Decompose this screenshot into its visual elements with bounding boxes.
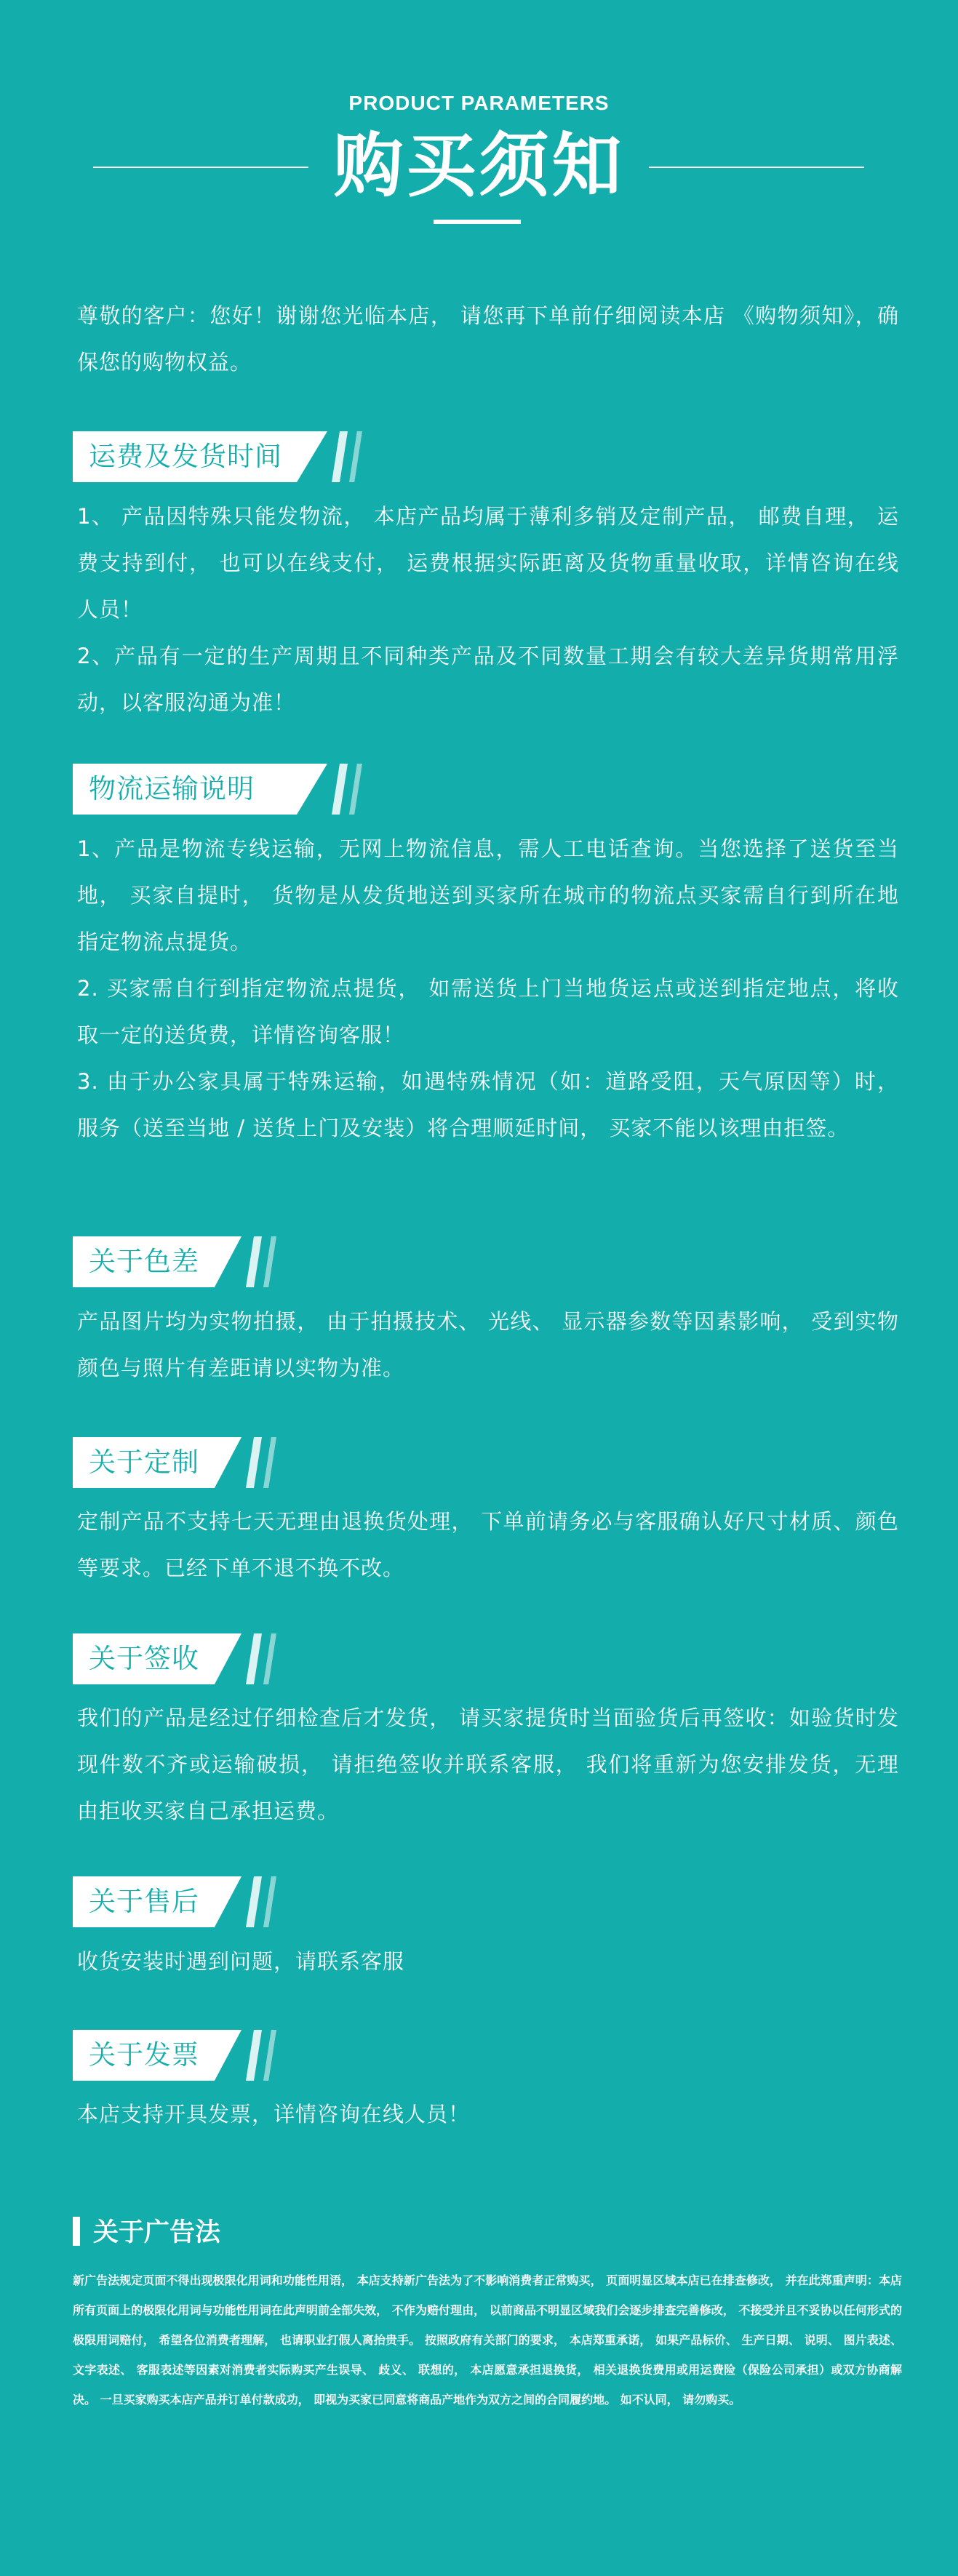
section-title-shipping: 运费及发货时间 xyxy=(89,441,282,472)
logistics-line-1: 1、产品是物流专线运输，无网上物流信息，需人工电话查询。当您选择了送货至当地， 买家自提时， 货物是从发货地送到买家所在城市的物流点买家需自行到所在地指定物流点提货。 xyxy=(77,836,899,954)
section-body-shipping xyxy=(77,493,899,726)
section-title-logistics: 物流运输说明 xyxy=(89,773,255,804)
section-body-logistics xyxy=(77,825,899,1151)
ad-law-heading xyxy=(73,2217,220,2249)
section-title-invoice: 关于发票 xyxy=(89,2039,199,2071)
header-divider-right xyxy=(649,167,864,168)
intro-text: 尊敬的客户：您好！谢谢您光临本店， 请您再下单前仔细阅读本店 《购物须知》，确保您的购物权益。 xyxy=(77,303,899,375)
section-title-custom: 关于定制 xyxy=(89,1447,199,1478)
ad-law-title: 关于广告法 xyxy=(93,2218,221,2247)
shipping-line-1: 1、 产品因特殊只能发物流， 本店产品均属于薄利多销及定制产品， 邮费自理， 运费支持到付， 也可以在线支付， 运费根据实际距离及货物重量收取，详情咨询在线人员！ xyxy=(77,504,899,622)
ad-law-text: 新广告法规定页面不得出现极限化用词和功能性用语， 本店支持新广告法为了不影响消费者正常购买， 页面明显区域本店已在排查修改， 并在此郑重声明：本店所有页面上的极限化用词与功能性用词在此声明前全部失效， 不作为赔付理由， 以前商品不明显区域我们会逐步排查完善修改， 不接受并且不妥协以任何形式的极限用词赔付， 希望各位消费者理解， 也请职业打假人离抬贵手。 按照政府有关部门的要求， 本店郑重承诺， 如果产品标价、 生产日期、 说明、 图片表述、 文字表述、 客服表述等因素对消费者实际购买产生误导、 歧义、 联想的， 本店愿意承担退换货， 相关退换货费用或用运费险（保险公司承担）或双方协商解决。 一旦买家购买本店产品并订单付款成功， 即视为买家已同意将商品产地作为双方之间的合同履约地。 如不认同， 请勿购买。 xyxy=(73,2273,902,2407)
logistics-line-3: 3. 由于办公家具属于特殊运输，如遇特殊情况（如：道路受阻，天气原因等）时， 服务（送至当地 / 送货上门及安装）将合理顺延时间， 买家不能以该理由拒签。 xyxy=(77,1069,899,1140)
section-title-color: 关于色差 xyxy=(89,1246,199,1277)
title-underline xyxy=(434,220,521,224)
page-header xyxy=(0,0,958,233)
section-body-invoice xyxy=(77,2091,899,2137)
intro-block xyxy=(77,292,899,385)
section-title-receipt: 关于签收 xyxy=(89,1643,199,1674)
receipt-text: 我们的产品是经过仔细检查后才发货， 请买家提货时当面验货后再签收：如验货时发现件数不齐或运输破损， 请拒绝签收并联系客服， 我们将重新为您安排发货，无理由拒收买家自己承担运费。 xyxy=(77,1705,899,1823)
aftersale-text: 收货安装时遇到问题，请联系客服 xyxy=(77,1949,405,1974)
section-title-aftersale: 关于售后 xyxy=(89,1886,199,1917)
header-subtitle: PRODUCT PARAMETERS xyxy=(348,92,610,114)
page-title: 购买须知 xyxy=(333,125,625,207)
section-body-aftersale xyxy=(77,1938,899,1985)
ad-law-marker xyxy=(73,2217,80,2246)
color-text: 产品图片均为实物拍摄， 由于拍摄技术、 光线、 显示器参数等因素影响， 受到实物颜色与照片有差距请以实物为准。 xyxy=(77,1309,899,1380)
section-body-custom xyxy=(77,1498,899,1591)
custom-text: 定制产品不支持七天无理由退换货处理， 下单前请务必与客服确认好尺寸材质、颜色等要求。已经下单不退不换不改。 xyxy=(77,1509,899,1580)
section-body-color xyxy=(77,1298,899,1391)
section-body-receipt xyxy=(77,1695,899,1834)
shipping-line-2: 2、产品有一定的生产周期且不同种类产品及不同数量工期会有较大差异货期常用浮动，以客服沟通为准！ xyxy=(77,644,899,715)
logistics-line-2: 2. 买家需自行到指定物流点提货， 如需送货上门当地货运点或送到指定地点，将收取一定的送货费，详情咨询客服！ xyxy=(77,976,899,1047)
invoice-text: 本店支持开具发票，详情咨询在线人员！ xyxy=(77,2102,471,2127)
